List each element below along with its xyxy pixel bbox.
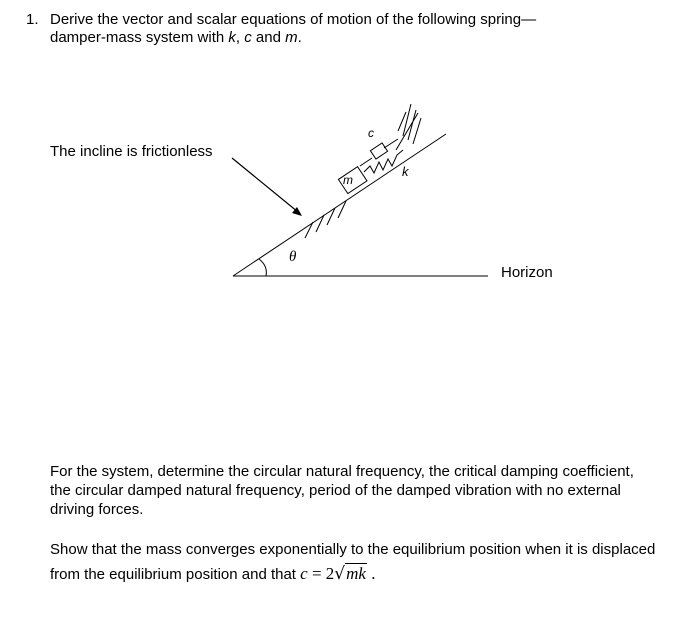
damping-equation (300, 564, 375, 583)
task-paragraph-2 (50, 538, 660, 587)
incline-line (233, 134, 446, 276)
radical-sign: √ (334, 564, 346, 584)
theta-label: θ (289, 249, 297, 265)
spring-label: k (402, 164, 409, 179)
task-paragraph-2-text: Show that the mass converges exponentially to the equilibrium position when it is displaced from the equilibrium position and that (50, 541, 656, 583)
eq-coef: 2 (325, 564, 335, 583)
var-k: k (228, 29, 236, 46)
task-paragraph-1: For the system, determine the circular natural frequency, the critical damping coefficient, the circular damped natural frequency, period of the damped vibration with no external driving forces. (50, 463, 634, 518)
var-m: m (285, 29, 298, 46)
separator-2: and (251, 29, 286, 46)
wall (396, 104, 421, 150)
eq-lhs: c (300, 564, 308, 583)
separator-1: , (235, 29, 245, 46)
angle-arc (259, 259, 266, 276)
eq-end: . (366, 564, 376, 583)
eq-arg: mk (346, 564, 366, 583)
horizon-label: Horizon (501, 264, 553, 281)
mass-label: m (343, 173, 353, 187)
question-number: 1. (26, 11, 39, 28)
line-end: . (297, 29, 302, 46)
pointer-arrow-line (232, 158, 298, 212)
incline-hatching (305, 201, 346, 238)
incline-label: The incline is frictionless (50, 143, 213, 160)
damper-label: c (368, 126, 374, 140)
question-line-1: Derive the vector and scalar equations of motion of the following spring— (50, 11, 537, 28)
eq-sign: = (307, 564, 326, 583)
question-line-2-prefix: damper-mass system with (50, 29, 229, 46)
var-c: c (244, 29, 252, 46)
eq-sqrt (334, 562, 367, 586)
